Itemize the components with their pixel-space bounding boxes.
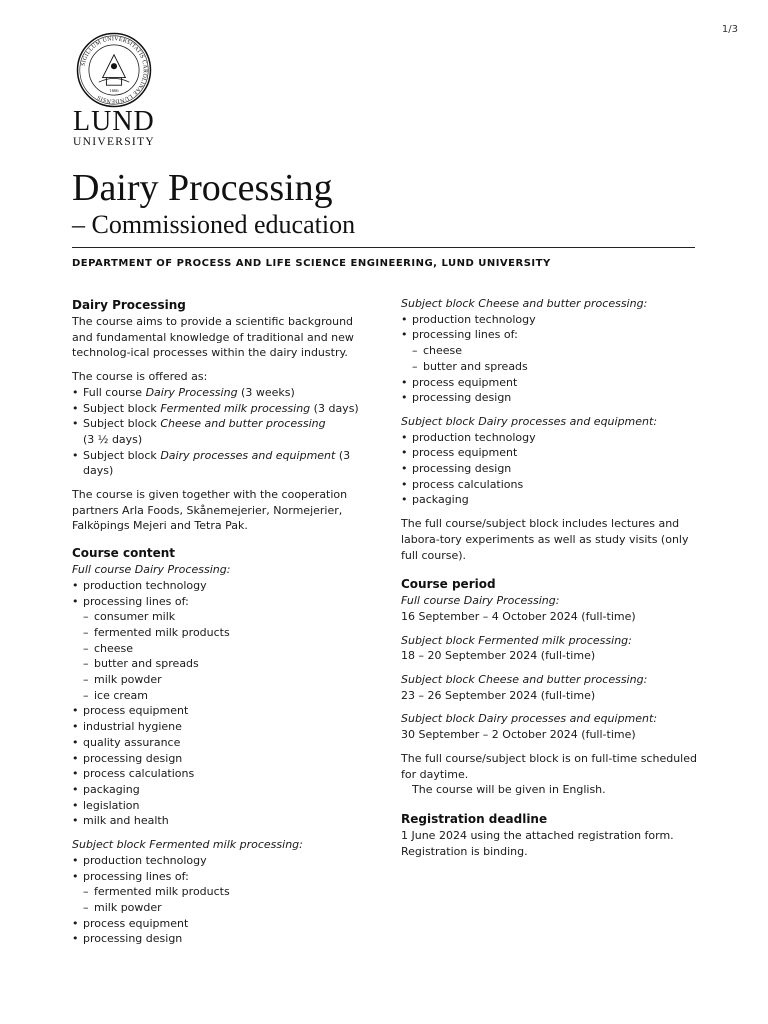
logo-name: LUND (73, 106, 155, 137)
list-item: • processing design (72, 931, 372, 947)
full-course-label: Full course Dairy Processing: (72, 563, 231, 577)
list-item: • process equipment (72, 703, 372, 719)
full-course-list (72, 578, 372, 829)
list-item: • processing design (401, 461, 701, 477)
period-dates: 23 – 26 September 2024 (full-time) (401, 688, 596, 702)
period-entry (401, 672, 701, 703)
list-item: – butter and spreads (72, 656, 372, 672)
list-item: – fermented milk products (72, 884, 372, 900)
list-item: • packaging (72, 782, 372, 798)
list-item: • processing lines of: (72, 594, 372, 610)
period-dates: 18 – 20 September 2024 (full-time) (401, 649, 596, 663)
lectures-text: The full course/subject block includes lectures and labora-tory experiments as well as study visits (only full course). (401, 517, 689, 562)
list-item: – ice cream (72, 688, 372, 704)
list-item: • production technology (72, 853, 372, 869)
fermented-list (72, 853, 372, 947)
period-entry (401, 633, 701, 664)
list-item: – cheese (72, 641, 372, 657)
list-item: • quality assurance (72, 735, 372, 751)
list-item: – butter and spreads (401, 359, 701, 375)
list-item: – cheese (401, 343, 701, 359)
right-column (401, 296, 701, 859)
list-item: • production technology (401, 312, 701, 328)
period-entry (401, 593, 701, 624)
list-item: • process equipment (72, 916, 372, 932)
svg-text:SIGILLUM UNIVERSITATIS CAROLIN (81, 36, 148, 103)
page-subtitle: – Commissioned education (72, 210, 356, 239)
list-item: • processing design (401, 390, 701, 406)
list-item: • processing lines of: (401, 327, 701, 343)
seal-text: SIGILLUM UNIVERSITATIS CAROLINAE LUNDENSIS (80, 36, 148, 104)
period-label: Subject block Cheese and butter processing: (401, 673, 648, 687)
list-item: – fermented milk products (72, 625, 372, 641)
period-entry (401, 711, 701, 742)
list-item: – milk powder (72, 672, 372, 688)
offered-label: The course is offered as: (72, 370, 208, 384)
list-item: • Subject block Fermented milk processing (3 days) (72, 401, 372, 417)
list-item: – consumer milk (72, 609, 372, 625)
course-period-heading: Course period (401, 577, 496, 592)
list-item: • production technology (401, 430, 701, 446)
equipment-label: Subject block Dairy processes and equipment: (401, 414, 658, 428)
list-item: • Full course Dairy Processing (3 weeks) (72, 385, 372, 401)
lund-university-logo (73, 32, 163, 148)
list-item: • legislation (72, 798, 372, 814)
equipment-list (401, 430, 701, 509)
list-item: • Subject block Cheese and butter processing (3 ½ days) (72, 416, 372, 447)
page-number: 1/3 (721, 24, 738, 35)
partners-text: The course is given together with the cooperation partners Arla Foods, Skånemejerier, Normejerier, Falköpings Mejeri and Tetra Pak. (72, 488, 348, 533)
intro-text: The course aims to provide a scientific background and fundamental knowledge of traditional and new technolog-ical processes within the dairy industry. (72, 315, 354, 360)
list-item: • processing design (72, 751, 372, 767)
left-column (72, 296, 372, 955)
list-item: • production technology (72, 578, 372, 594)
period-dates: 16 September – 4 October 2024 (full-time) (401, 609, 636, 623)
logo-sub: UNIVERSITY (73, 136, 155, 148)
title-divider (72, 247, 695, 248)
deadline-text: 1 June 2024 using the attached registration form. (401, 828, 674, 842)
list-item: • packaging (401, 492, 701, 508)
seal-year: 1666 (109, 88, 119, 94)
list-item: • process calculations (72, 766, 372, 782)
list-item: – milk powder (72, 900, 372, 916)
language-text: The course will be given in English. (412, 783, 606, 797)
period-label: Full course Dairy Processing: (401, 594, 560, 608)
binding-text: Registration is binding. (401, 844, 528, 858)
offered-list (72, 385, 372, 479)
period-dates: 30 September – 2 October 2024 (full-time) (401, 728, 636, 742)
page-title: Dairy Processing (72, 167, 333, 209)
list-item: • process calculations (401, 477, 701, 493)
list-item: • industrial hygiene (72, 719, 372, 735)
list-item: • processing lines of: (72, 869, 372, 885)
fermented-label: Subject block Fermented milk processing: (72, 838, 303, 852)
period-label: Subject block Fermented milk processing: (401, 633, 632, 647)
list-item: • process equipment (401, 375, 701, 391)
period-label: Subject block Dairy processes and equipment: (401, 712, 658, 726)
list-item: • Subject block Dairy processes and equipment (3 days) (72, 448, 372, 479)
list-item: • process equipment (401, 445, 701, 461)
cheese-list (401, 312, 701, 406)
university-seal-icon (76, 32, 152, 108)
course-content-heading: Course content (72, 546, 176, 561)
schedule-text: The full course/subject block is on full-time scheduled for daytime. (401, 751, 697, 781)
registration-deadline-heading: Registration deadline (401, 811, 548, 826)
department-line: DEPARTMENT OF PROCESS AND LIFE SCIENCE ENGINEERING, LUND UNIVERSITY (72, 258, 551, 269)
list-item: • milk and health (72, 813, 372, 829)
intro-heading: Dairy Processing (72, 298, 186, 312)
cheese-label: Subject block Cheese and butter processing: (401, 297, 648, 310)
